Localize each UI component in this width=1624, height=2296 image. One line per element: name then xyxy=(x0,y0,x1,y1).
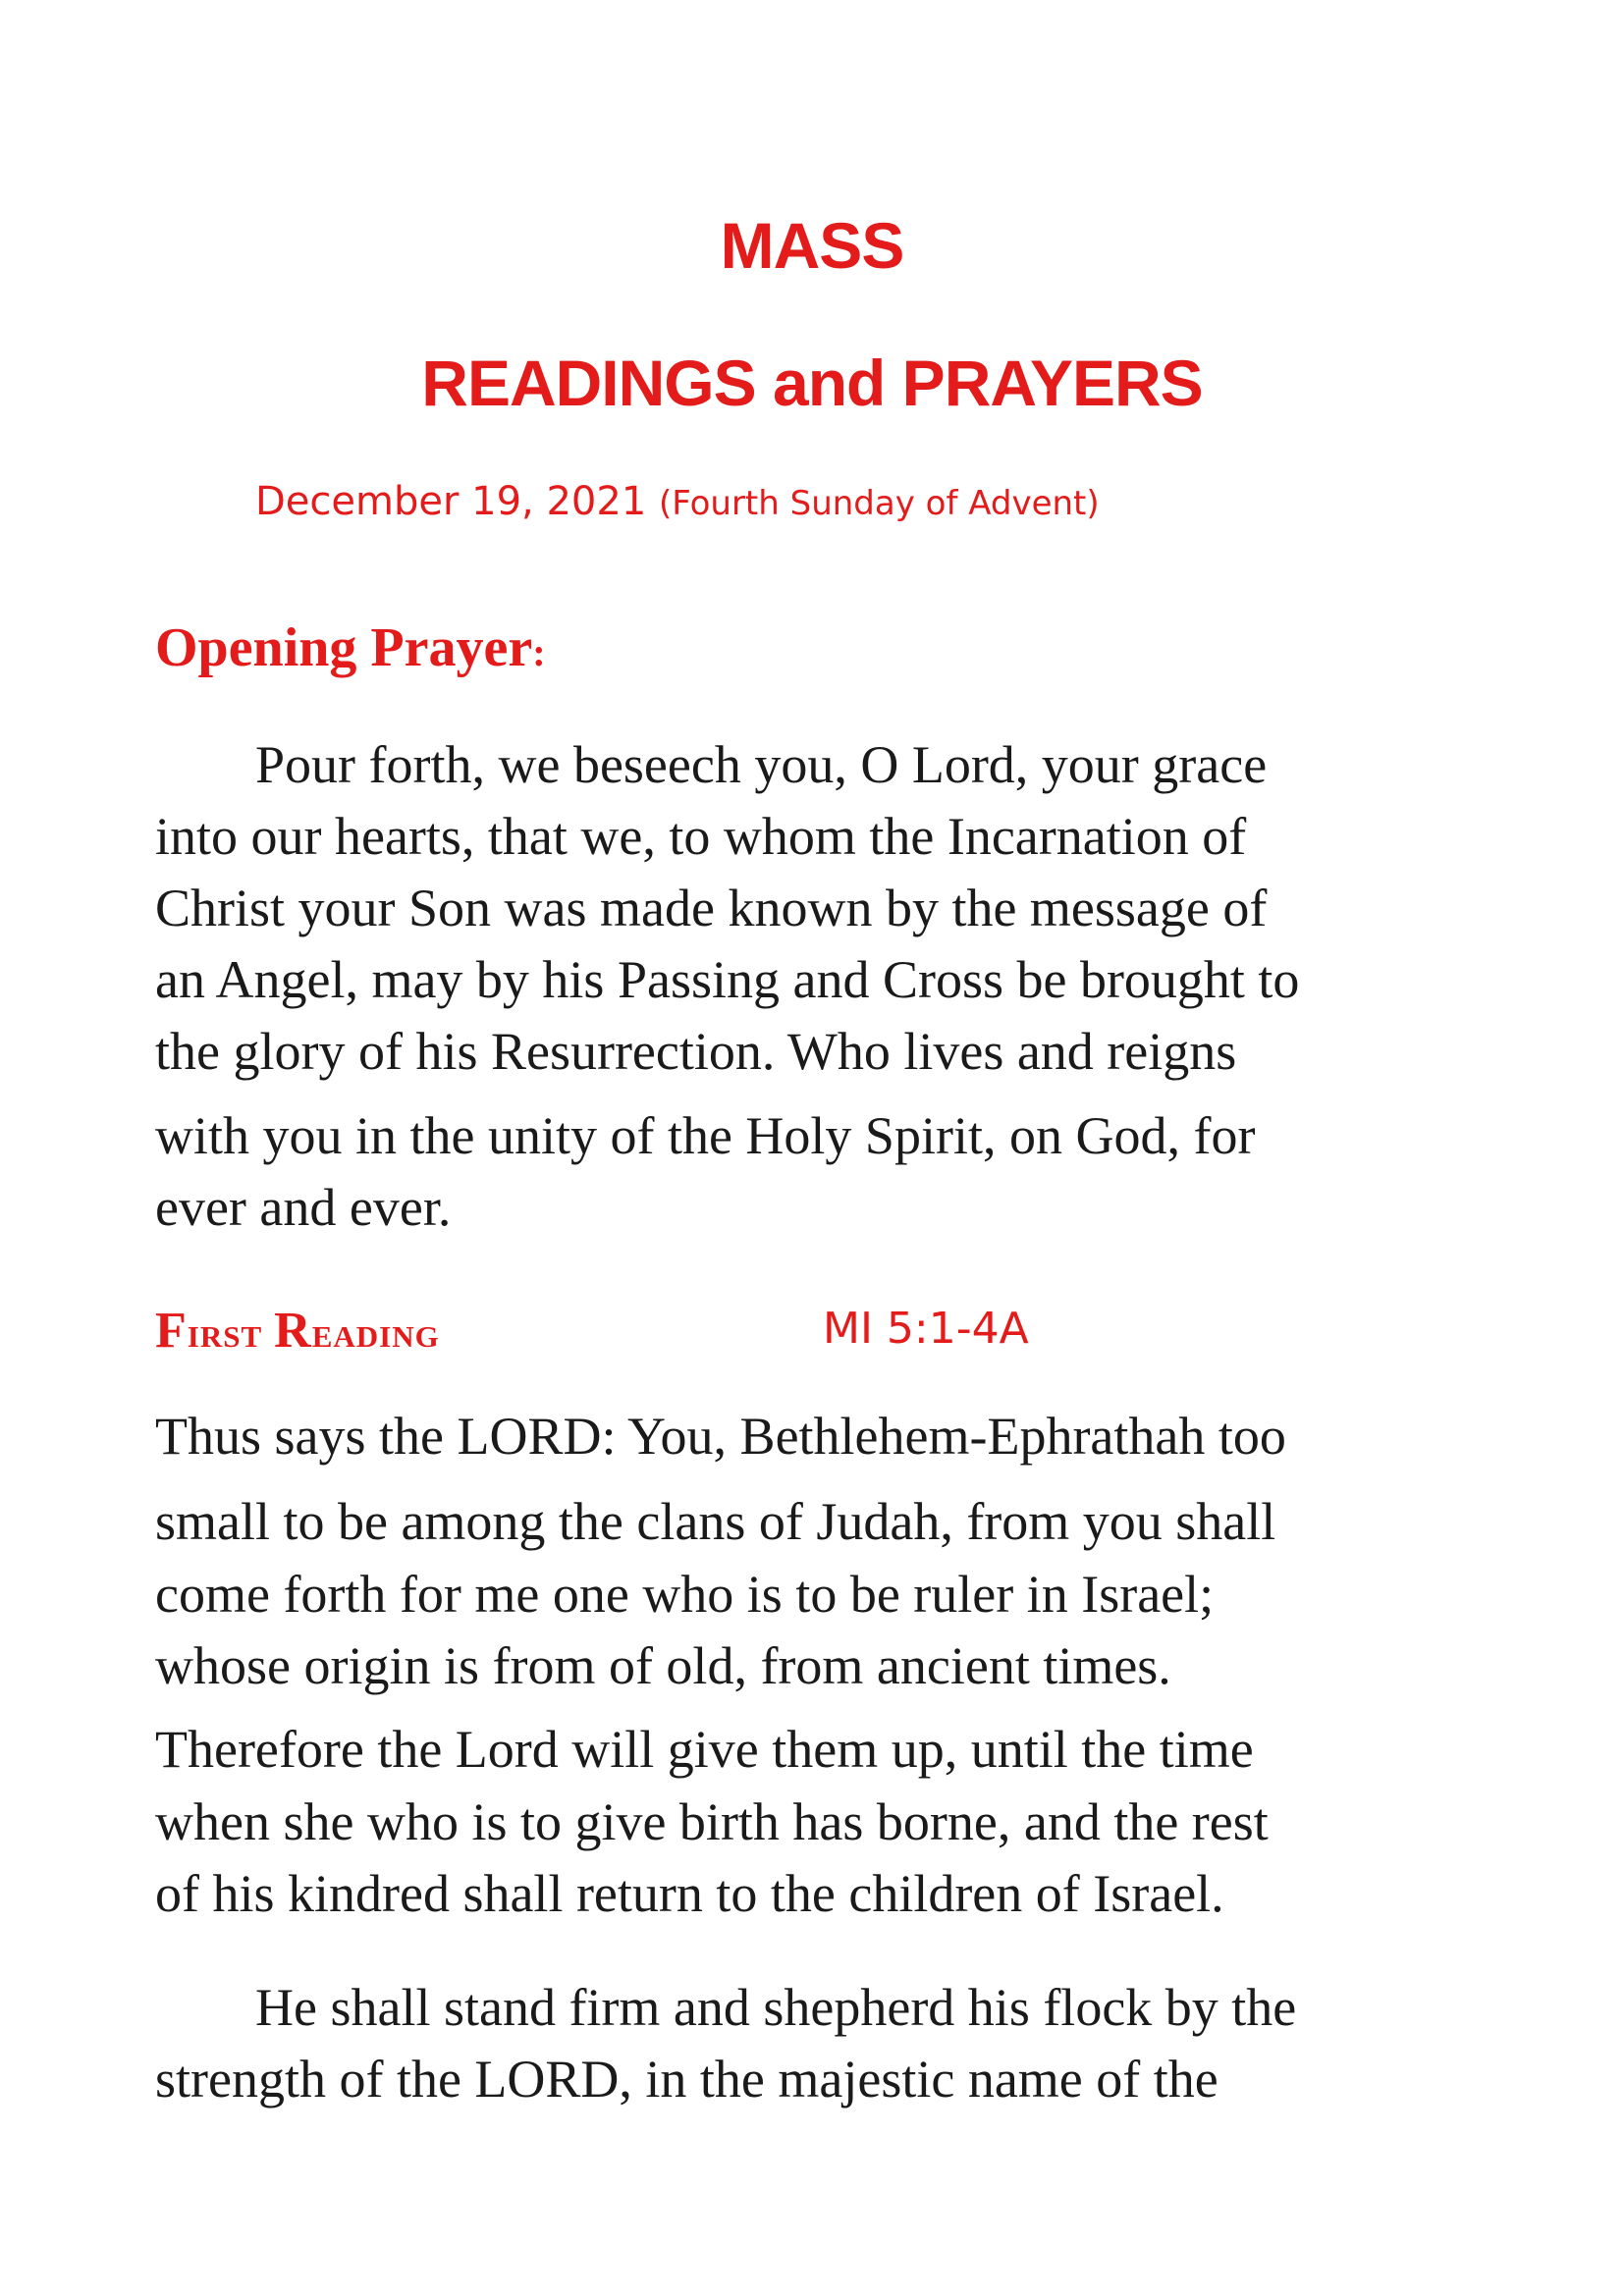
first-reading-heading-rest-2: eading xyxy=(311,1308,440,1357)
date-line xyxy=(255,479,1100,524)
title-readings-and-prayers: READINGS and PRAYERS xyxy=(421,347,1203,419)
first-reading-heading-cap-1: F xyxy=(155,1303,188,1359)
opening-prayer-line: Christ your Son was made known by the message of xyxy=(155,879,1268,937)
first-reading-line: of his kindred shall return to the children of Israel. xyxy=(155,1864,1224,1923)
first-reading-heading xyxy=(155,1302,440,1360)
opening-prayer-line: the glory of his Resurrection. Who lives and reigns xyxy=(155,1022,1237,1081)
opening-prayer-line: an Angel, may by his Passing and Cross be brought to xyxy=(155,950,1300,1009)
first-reading-line: strength of the LORD, in the majestic name of the xyxy=(155,2050,1218,2109)
first-reading-line: come forth for me one who is to be ruler in Israel; xyxy=(155,1565,1215,1624)
opening-prayer-heading-text: Opening Prayer xyxy=(155,617,533,678)
date: December 19, 2021 xyxy=(255,479,647,524)
opening-prayer-line: into our hearts, that we, to whom the Incarnation of xyxy=(155,807,1247,866)
opening-prayer-heading xyxy=(155,616,546,679)
opening-prayer-line: ever and ever. xyxy=(155,1178,452,1237)
opening-prayer-line: with you in the unity of the Holy Spirit, on God, for xyxy=(155,1106,1256,1165)
first-reading-line: small to be among the clans of Judah, from you shall xyxy=(155,1492,1276,1551)
first-reading-line: Therefore the Lord will give them up, until the time xyxy=(155,1720,1254,1779)
opening-prayer-line: Pour forth, we beseech you, O Lord, your grace xyxy=(255,735,1268,794)
first-reading-line: whose origin is from of old, from ancient times. xyxy=(155,1636,1171,1695)
first-reading-reference: MI 5:1-4A xyxy=(823,1304,1029,1354)
first-reading-heading-cap-2: R xyxy=(274,1303,312,1359)
first-reading-heading-rest-1: irst xyxy=(187,1308,263,1357)
occasion: (Fourth Sunday of Advent) xyxy=(658,484,1100,523)
first-reading-line: when she who is to give birth has borne, and the rest xyxy=(155,1792,1269,1851)
opening-prayer-heading-colon: : xyxy=(532,630,546,674)
title-mass: MASS xyxy=(720,209,904,282)
first-reading-line: He shall stand firm and shepherd his flock by the xyxy=(255,1978,1297,2037)
first-reading-line: Thus says the LORD: You, Bethlehem-Ephrathah too xyxy=(155,1407,1286,1466)
